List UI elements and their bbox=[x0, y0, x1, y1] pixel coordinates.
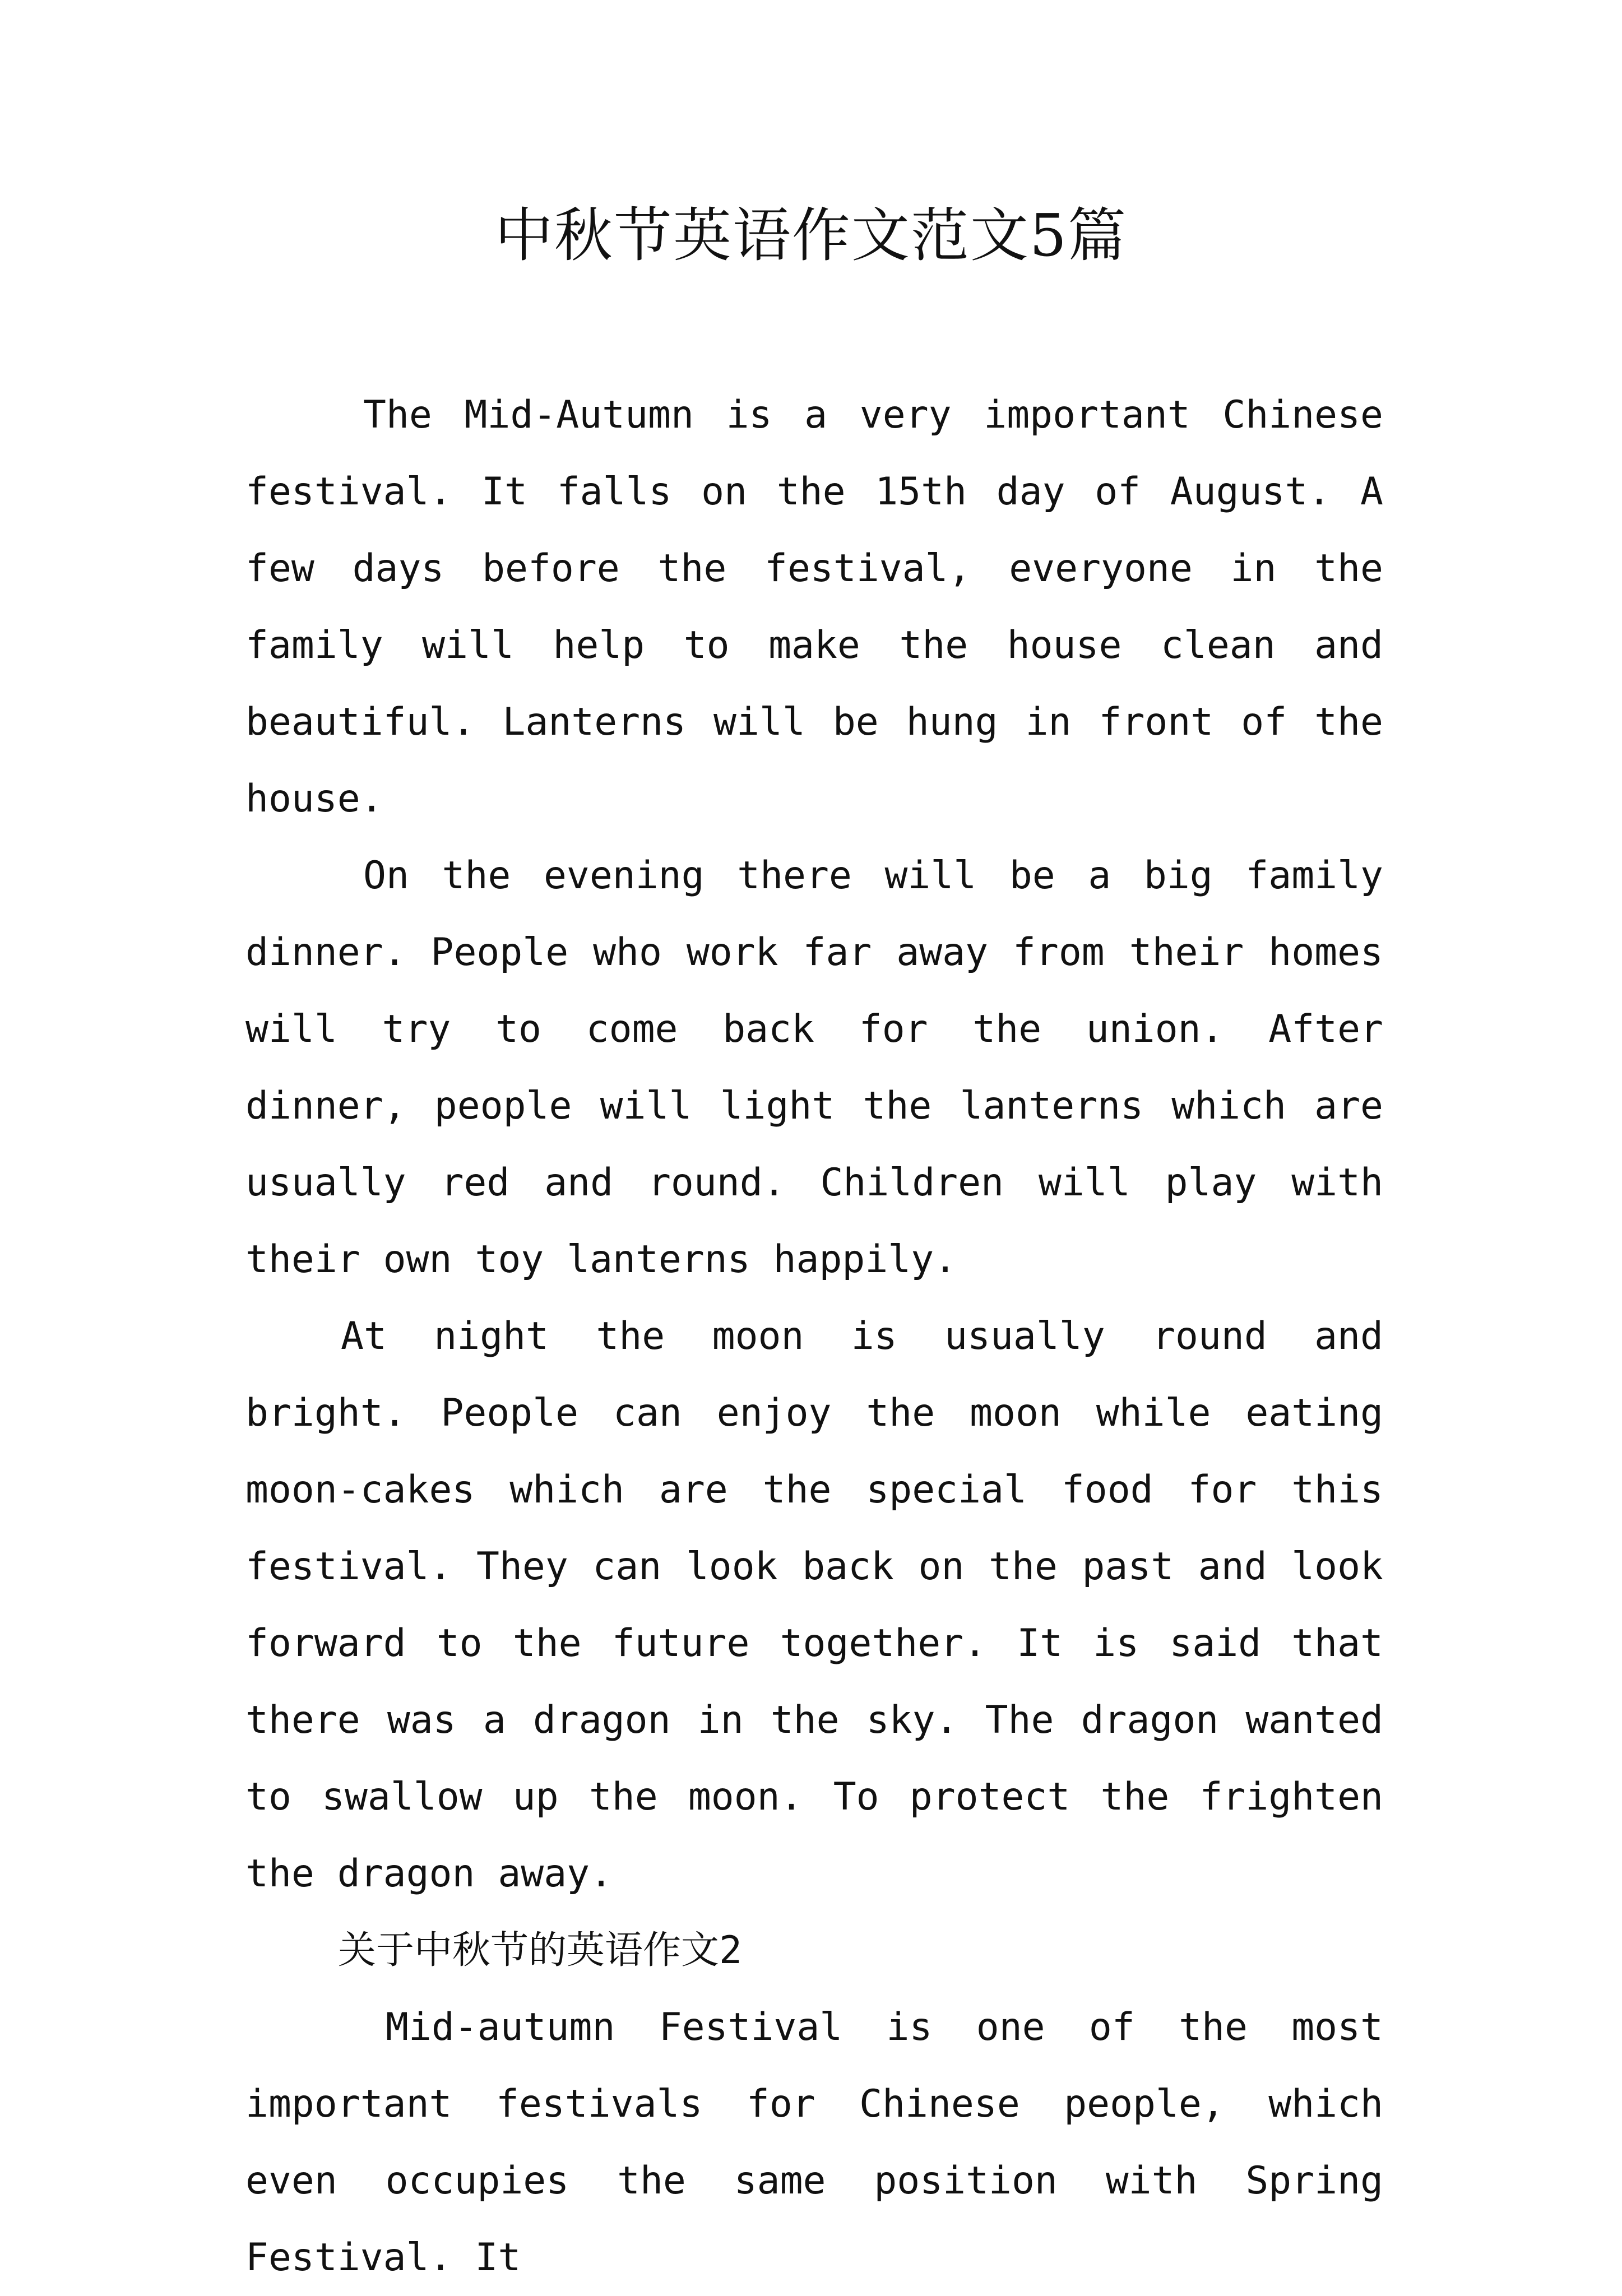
paragraph-3: At night the moon is usually round and bright. People can enjoy the moon while eating moon-cakes which are the special food for this festival. They can look back on the past and look forward to the future together. It is said that there was a dragon in the sky. The dragon wanted to swallow up the moon. To protect the frighten the dragon away. bbox=[245, 1314, 1383, 1896]
paragraph-2: On the evening there will be a big family dinner. People who work far away from their homes will try to come back for the union. After dinner, people will light the lanterns which are usually red and round. Children will play with their own toy lanterns happily. bbox=[245, 854, 1383, 1282]
paragraph-1: The Mid-Autumn is a very important Chinese festival. It falls on the 15th day of August. A few days before the festival, everyone in the family will help to make the house clean and beautiful. Lanterns will be hung in front of the house. bbox=[245, 393, 1383, 821]
document-title: 中秋节英语作文范文5篇 bbox=[494, 201, 1128, 270]
paragraph-4: Mid-autumn Festival is one of the most important festivals for Chinese people, which even occupies the same position with Spring Festival. It bbox=[245, 2005, 1383, 2280]
document-body bbox=[245, 377, 1383, 2296]
section-heading-2: 关于中秋节的英语作文2 bbox=[338, 1928, 742, 1973]
